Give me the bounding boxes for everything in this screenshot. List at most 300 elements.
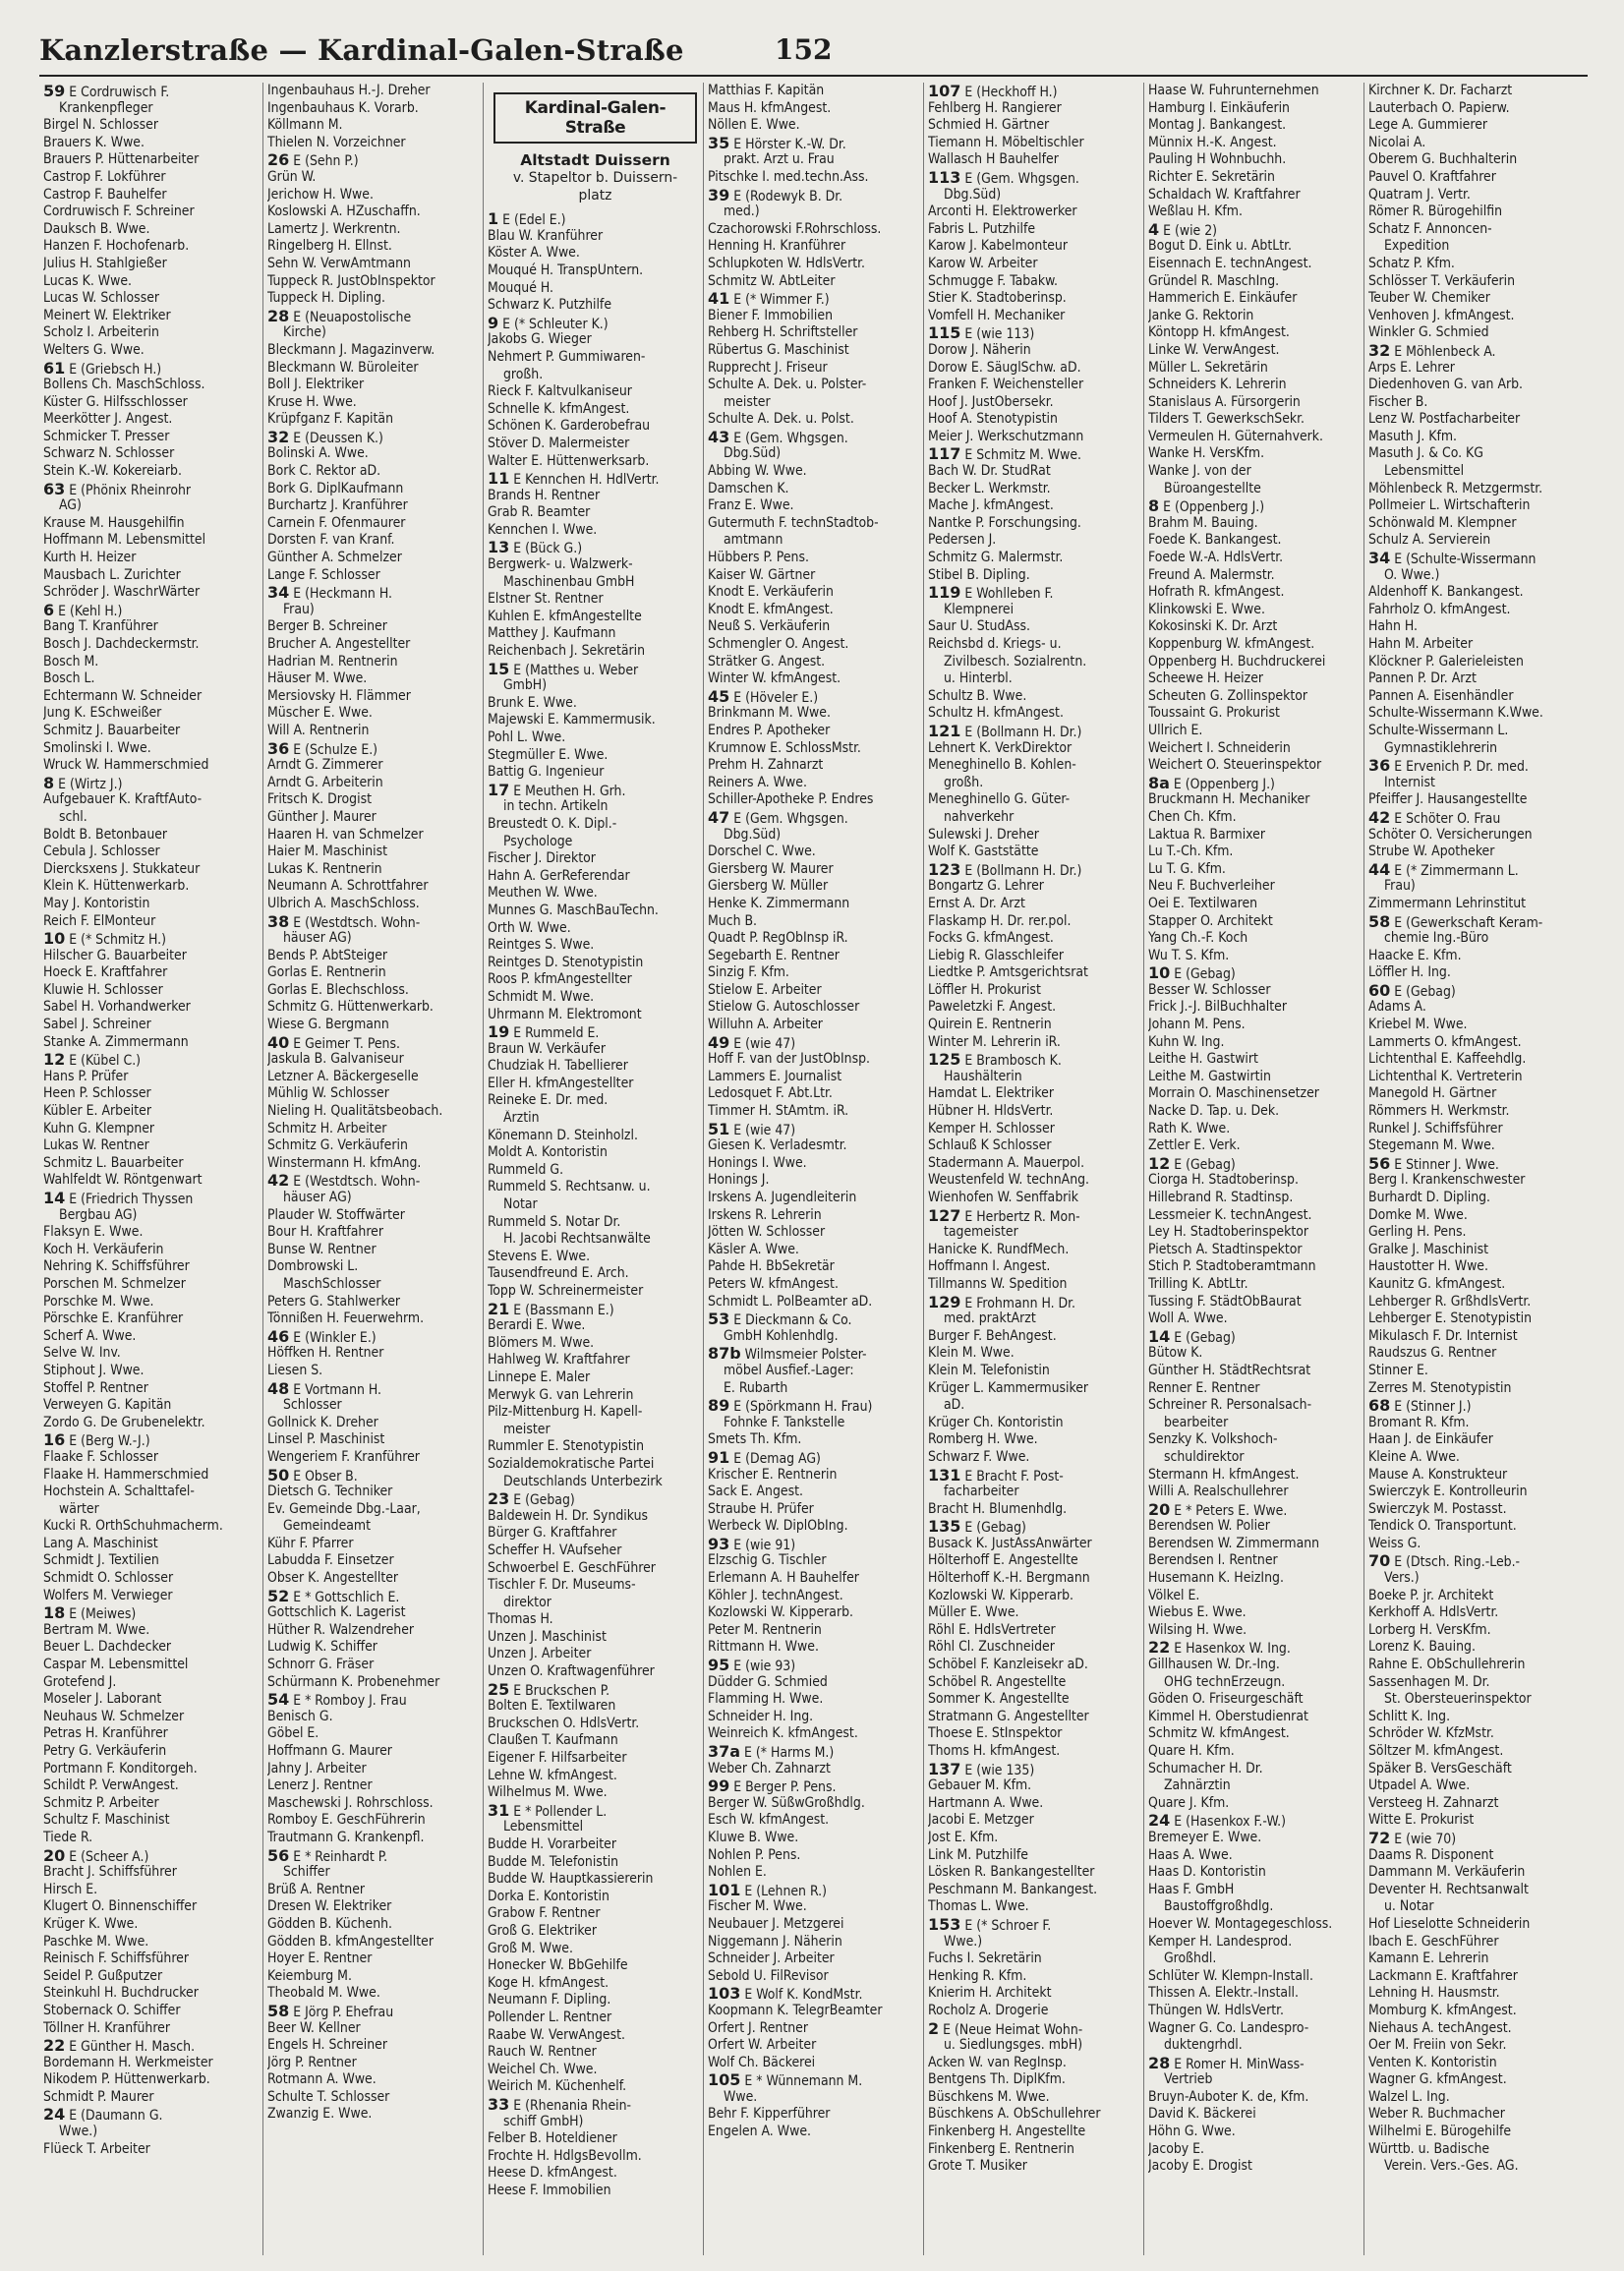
resident-entry	[267, 83, 483, 100]
entry-text: Boll J. Elektriker	[267, 377, 365, 393]
entry-text: Mausbach L. Zurichter	[43, 566, 181, 583]
house-number: 19	[488, 1023, 510, 1041]
entry-text: E Kennchen H. HdlVertr.	[509, 472, 660, 488]
entry-text: E (Bollmann H. Dr.)	[960, 724, 1082, 740]
resident-entry	[928, 844, 1143, 861]
entry-text: Thielen N. Vorzeichner	[267, 134, 406, 150]
entry-text: Bach W. Dr. StudRat	[928, 463, 1051, 480]
resident-entry	[708, 1328, 923, 1346]
resident-entry	[267, 1725, 483, 1743]
entry-text: Sebold U. FilRevisor	[708, 1967, 829, 1984]
entry-text: Wengeriem F. Kranführer	[267, 1448, 420, 1465]
entry-text: Unzen J. Maschinist	[488, 1628, 607, 1645]
entry-text: Jacoby E.	[1148, 2140, 1205, 2157]
resident-entry	[708, 1017, 923, 1034]
entry-text: Nohlen P. Pens.	[708, 1846, 801, 1863]
entry-text: Richter E. Sekretärin	[1148, 168, 1275, 185]
resident-entry	[928, 187, 1143, 204]
resident-entry	[928, 1882, 1143, 1899]
entry-text: Göden O. Friseurgeschäft	[1148, 1691, 1304, 1708]
resident-entry	[488, 1923, 703, 1941]
entry-text: Bends P. AbtSteiger	[267, 947, 388, 963]
entry-text: Schnorr G. Fräser	[267, 1657, 375, 1673]
entry-text: Kerkhoff A. HdlsVertr.	[1368, 1604, 1499, 1621]
entry-text: Frick J.-J. BilBuchhalter	[1148, 999, 1287, 1016]
entry-text: Brinkmann M. Wwe.	[708, 705, 831, 722]
entry-text: Straube H. Prüfer	[708, 1500, 814, 1517]
resident-entry	[488, 989, 703, 1007]
entry-text: Boldt B. Betonbauer	[43, 826, 168, 843]
entry-text: Lenerz J. Rentner	[267, 1777, 373, 1794]
entry-text: Höhn G. Wwe.	[1148, 2124, 1236, 2140]
resident-entry	[708, 1051, 923, 1069]
entry-text: E Vortmann H.	[289, 1381, 382, 1398]
entry-text: Günther A. Schmelzer	[267, 550, 402, 566]
entry-text: E (Berg W.-J.)	[65, 1433, 150, 1449]
entry-text: Vers.)	[1384, 1570, 1420, 1587]
resident-entry	[267, 2055, 483, 2072]
resident-entry	[43, 1552, 262, 1570]
resident-entry	[43, 1328, 262, 1346]
entry-text: Stein K.-W. Kokereiarb.	[43, 463, 182, 480]
resident-entry	[928, 1155, 1143, 1173]
resident-entry	[488, 1595, 703, 1612]
resident-entry	[1368, 827, 1585, 844]
entry-text: Dbg.Süd)	[724, 826, 782, 843]
resident-entry	[928, 1725, 1143, 1743]
resident-entry	[708, 481, 923, 498]
resident-entry	[1368, 463, 1585, 481]
resident-entry	[708, 1207, 923, 1225]
resident-entry	[708, 221, 923, 239]
entry-text: Tiede R.	[43, 1829, 93, 1845]
resident-entry	[43, 999, 262, 1017]
entry-text: Maus H. kfmAngest.	[708, 99, 832, 116]
entry-text: Lehnert K. VerkDirektor	[928, 739, 1073, 756]
resident-entry	[1368, 1934, 1585, 1951]
entry-text: Moseler J. Laborant	[43, 1691, 162, 1708]
house-number: 22	[43, 2037, 66, 2055]
resident-entry	[267, 1363, 483, 1380]
resident-entry	[708, 1709, 923, 1726]
house-number-entry	[1368, 550, 1585, 567]
entry-text: Aldenhoff K. Bankangest.	[1368, 584, 1524, 601]
resident-entry	[43, 791, 262, 809]
resident-entry	[43, 1951, 262, 1968]
entry-text: Walter E. Hüttenwerksarb.	[488, 452, 650, 469]
entry-text: E (Edel E.)	[498, 212, 566, 228]
entry-text: Dietsch G. Techniker	[267, 1484, 393, 1500]
entry-text: Ernst A. Dr. Arzt	[928, 895, 1025, 911]
resident-entry	[708, 1604, 923, 1622]
resident-entry	[1368, 1415, 1585, 1432]
entry-text: Bongartz G. Lehrer	[928, 878, 1044, 895]
entry-text: Bork G. DiplKaufmann	[267, 480, 404, 496]
entry-text: Schwarz F. Wwe.	[928, 1448, 1030, 1465]
resident-entry	[43, 861, 262, 879]
entry-text: Boeke P. jr. Architekt	[1368, 1587, 1494, 1603]
resident-entry	[488, 1110, 703, 1128]
house-number-entry	[708, 1310, 923, 1328]
resident-entry	[708, 515, 923, 533]
entry-text: Wagner G. Co. Landespro-	[1148, 2019, 1309, 2036]
entry-text: Foede W.-A. HdlsVertr.	[1148, 550, 1284, 566]
entry-text: in techn. Artikeln	[503, 798, 609, 815]
house-number: 16	[43, 1431, 66, 1449]
entry-text: Wu T. S. Kfm.	[1148, 947, 1230, 963]
entry-text: Weichert O. Steuerinspektor	[1148, 757, 1322, 774]
entry-text: Nohlen E.	[708, 1864, 767, 1881]
entry-text: E Romer H. MinWass-	[1170, 2056, 1305, 2072]
resident-entry	[1148, 1467, 1363, 1485]
entry-text: Tussing F. StädtObBaurat	[1148, 1293, 1302, 1310]
entry-text: Weber R. Buchmacher	[1368, 2106, 1505, 2123]
resident-entry	[928, 1328, 1143, 1346]
entry-text: Pitschke I. med.techn.Ass.	[708, 168, 869, 185]
resident-entry	[43, 256, 262, 273]
house-number-entry	[708, 1657, 923, 1674]
entry-text: Brahm M. Bauing.	[1148, 514, 1258, 531]
resident-entry	[488, 1957, 703, 1975]
entry-text: Venten K. Kontoristin	[1368, 2054, 1497, 2070]
resident-entry	[267, 1345, 483, 1363]
resident-entry	[928, 1380, 1143, 1398]
resident-entry	[1368, 1761, 1585, 1778]
entry-text: großh.	[503, 366, 544, 382]
entry-text: Masuth J. & Co. KG	[1368, 445, 1483, 462]
entry-text: E (* Schroer F.	[960, 1917, 1052, 1934]
entry-text: Orfert W. Arbeiter	[708, 2037, 817, 2054]
resident-entry	[488, 2027, 703, 2045]
entry-text: Stegmüller E. Wwe.	[488, 746, 609, 763]
entry-text: Meuthen W. Wwe.	[488, 885, 598, 902]
entry-text: E (Gebag)	[1170, 966, 1236, 982]
resident-entry	[928, 1743, 1143, 1761]
entry-text: Lessmeier K. technAngest.	[1148, 1206, 1312, 1223]
house-number: 14	[1148, 1327, 1171, 1346]
resident-entry	[43, 1691, 262, 1709]
house-number: 131	[928, 1466, 961, 1485]
entry-text: nahverkehr	[944, 808, 1015, 825]
entry-text: Castrop F. Bauhelfer	[43, 186, 167, 203]
resident-entry	[1148, 1415, 1363, 1432]
resident-entry	[488, 609, 703, 626]
entry-text: Schmitz G. Hüttenwerkarb.	[267, 999, 434, 1016]
resident-entry	[928, 1085, 1143, 1103]
resident-entry	[267, 1657, 483, 1674]
entry-text: Ciorga H. Stadtoberinsp.	[1148, 1172, 1299, 1189]
resident-entry	[708, 324, 923, 342]
entry-text: Johann M. Pens.	[1148, 1017, 1246, 1033]
resident-entry	[708, 497, 923, 515]
resident-entry	[928, 497, 1143, 515]
entry-text: Hofrath R. kfmAngest.	[1148, 584, 1285, 601]
resident-entry	[1148, 445, 1363, 463]
resident-entry	[928, 135, 1143, 152]
entry-text: Dbg.Süd)	[944, 186, 1002, 203]
resident-entry	[488, 1836, 703, 1854]
resident-entry	[708, 2055, 923, 2072]
house-number-entry	[1368, 1552, 1585, 1570]
house-number: 91	[708, 1448, 730, 1467]
resident-entry	[1368, 394, 1585, 412]
entry-text: Eisennach E. technAngest.	[1148, 255, 1312, 271]
resident-entry	[43, 1639, 262, 1657]
entry-text: Hilscher G. Bauarbeiter	[43, 947, 187, 963]
entry-text: Berg I. Krankenschwester	[1368, 1172, 1526, 1189]
entry-text: AG)	[59, 497, 82, 514]
house-number-entry	[488, 210, 703, 228]
entry-text: Paschke M. Wwe.	[43, 1933, 149, 1950]
resident-entry	[488, 747, 703, 765]
entry-text: Bergwerk- u. Walzwerk-	[488, 556, 633, 573]
entry-text: Baldewein H. Dr. Syndikus	[488, 1507, 649, 1524]
resident-entry	[488, 556, 703, 574]
resident-entry	[708, 1830, 923, 1847]
house-number-entry	[1368, 342, 1585, 360]
entry-text: Schmitz P. Arbeiter	[43, 1794, 159, 1811]
resident-entry	[1148, 1397, 1363, 1415]
resident-entry	[488, 1992, 703, 2009]
entry-text: Schwarz N. Schlosser	[43, 445, 175, 462]
entry-text: Lebensmittel	[1384, 463, 1465, 480]
entry-text: Renner E. Rentner	[1148, 1379, 1260, 1396]
entry-text: Caspar M. Lebensmittel	[43, 1657, 189, 1673]
resident-entry	[1368, 723, 1585, 740]
resident-entry	[928, 1034, 1143, 1052]
house-number-entry	[928, 83, 1143, 100]
resident-entry	[708, 1258, 923, 1276]
house-number-entry	[43, 83, 262, 100]
resident-entry	[1368, 2071, 1585, 2089]
resident-entry	[43, 151, 262, 169]
house-number-entry	[928, 723, 1143, 740]
resident-entry	[488, 834, 703, 851]
resident-entry	[488, 1508, 703, 1526]
entry-text: E (Gem. Whgsgen.	[729, 810, 848, 827]
entry-text: Stadermann A. Mauerpol.	[928, 1154, 1085, 1171]
entry-text: duktengrhdl.	[1164, 2037, 1243, 2054]
entry-text: Schöter O. Versicherungen	[1368, 826, 1533, 843]
resident-entry	[928, 896, 1143, 913]
entry-text: Tönnißen H. Feuerwehrm.	[267, 1310, 425, 1327]
resident-entry	[43, 377, 262, 394]
entry-text: prakt. Arzt u. Frau	[724, 151, 835, 168]
entry-text: Witte E. Prokurist	[1368, 1812, 1475, 1829]
resident-entry	[267, 342, 483, 360]
resident-entry	[1368, 1725, 1585, 1743]
resident-entry	[1368, 602, 1585, 619]
resident-entry	[1368, 1536, 1585, 1553]
resident-entry	[43, 290, 262, 308]
house-number-entry	[1368, 1830, 1585, 1847]
resident-entry	[267, 757, 483, 775]
resident-entry	[488, 1214, 703, 1232]
resident-entry	[1368, 1795, 1585, 1813]
entry-text: Brunk E. Wwe.	[488, 694, 577, 711]
entry-text: Schmitz G. Malermstr.	[928, 550, 1064, 566]
entry-text: Weiss G.	[1368, 1535, 1421, 1551]
resident-entry	[928, 290, 1143, 308]
entry-text: Acken W. van RegInsp.	[928, 2054, 1067, 2070]
entry-text: E (Bollmann H. Dr.)	[960, 862, 1082, 879]
entry-text: Winstermann H. kfmAng.	[267, 1154, 422, 1171]
house-number-entry	[267, 1034, 483, 1052]
entry-text: Much B.	[708, 912, 758, 929]
resident-entry	[1368, 1467, 1585, 1485]
house-number: 13	[488, 539, 510, 557]
entry-text: Saur U. StudAss.	[928, 618, 1030, 635]
entry-text: Willi A. Realschullehrer	[1148, 1484, 1289, 1500]
resident-entry	[488, 1387, 703, 1405]
resident-entry	[43, 2089, 262, 2107]
entry-text: Oei E. Textilwaren	[1148, 895, 1258, 911]
resident-entry	[488, 1231, 703, 1249]
resident-entry	[43, 463, 262, 481]
resident-entry	[708, 1588, 923, 1605]
entry-text: Vermeulen H. Güternahverk.	[1148, 428, 1323, 444]
resident-entry	[708, 1415, 923, 1432]
entry-text: David K. Bäckerei	[1148, 2106, 1256, 2123]
entry-text: Höffken H. Rentner	[267, 1345, 384, 1362]
resident-entry	[488, 488, 703, 505]
resident-entry	[708, 567, 923, 585]
entry-text: Sassenhagen M. Dr.	[1368, 1673, 1490, 1690]
entry-text: E Obser B.	[289, 1468, 358, 1485]
resident-entry	[488, 1317, 703, 1335]
house-number-entry	[1368, 982, 1585, 1000]
resident-entry	[267, 100, 483, 118]
resident-entry	[43, 1882, 262, 1899]
resident-entry	[43, 618, 262, 636]
resident-entry	[267, 809, 483, 827]
resident-entry	[43, 169, 262, 187]
entry-text: Montag J. Bankangest.	[1148, 117, 1287, 134]
house-number-entry	[1148, 964, 1363, 982]
entry-text: Battig G. Ingenieur	[488, 764, 605, 781]
entry-text: Rummeld S. Rechtsanw. u.	[488, 1179, 651, 1195]
entry-text: Pörschke E. Kranführer	[43, 1310, 184, 1327]
entry-text: Römer R. Bürogehilfin	[1368, 204, 1503, 220]
resident-entry	[488, 1871, 703, 1889]
entry-text: Pollender L. Rentner	[488, 2009, 612, 2025]
house-number: 52	[267, 1587, 290, 1605]
entry-text: Bang T. Kranführer	[43, 618, 158, 635]
entry-text: Wahlfeldt W. Röntgenwart	[43, 1172, 203, 1189]
house-number-entry	[1148, 1328, 1363, 1346]
entry-text: E. Rubarth	[724, 1379, 788, 1396]
resident-entry	[928, 740, 1143, 758]
entry-text: Schulte-Wissermann L.	[1368, 722, 1509, 738]
entry-text: E (Westdtsch. Wohn-	[289, 1174, 421, 1190]
resident-entry	[267, 1552, 483, 1570]
resident-entry	[1148, 2158, 1363, 2176]
resident-entry	[1368, 1276, 1585, 1294]
resident-entry	[1368, 618, 1585, 636]
resident-entry	[1368, 1604, 1585, 1622]
resident-entry	[708, 584, 923, 602]
resident-entry	[43, 394, 262, 412]
resident-entry	[928, 238, 1143, 256]
resident-entry	[1148, 1224, 1363, 1242]
entry-text: Kurth H. Heizer	[43, 550, 137, 566]
house-number-entry	[928, 1051, 1143, 1069]
resident-entry	[1368, 169, 1585, 187]
entry-text: Smets Th. Kfm.	[708, 1431, 802, 1448]
house-number-entry	[267, 1172, 483, 1190]
entry-text: Jötten W. Schlosser	[708, 1224, 826, 1241]
entry-text: Jung K. ESchweißer	[43, 705, 162, 722]
entry-text: Jost E. Kfm.	[928, 1829, 999, 1845]
entry-text: Zwanzig E. Wwe.	[267, 2106, 373, 2123]
entry-text: Bentgens Th. DiplKfm.	[928, 2071, 1066, 2088]
entry-text: Tuppeck H. Dipling.	[267, 290, 385, 307]
resident-entry	[1368, 670, 1585, 688]
resident-entry	[1368, 1345, 1585, 1363]
resident-entry	[1368, 964, 1585, 982]
resident-entry	[1148, 377, 1363, 394]
resident-entry	[928, 1777, 1143, 1795]
resident-entry	[708, 2020, 923, 2038]
entry-text: Kimmel H. Oberstudienrat	[1148, 1708, 1308, 1724]
resident-entry	[708, 1898, 923, 1916]
entry-text: St. Obersteuerinspektor	[1384, 1691, 1532, 1708]
entry-text: Sehn W. VerwAmtmann	[267, 255, 411, 271]
entry-text: Lu T.-Ch. Kfm.	[1148, 844, 1234, 860]
entry-text: Reintges D. Stenotypistin	[488, 954, 644, 970]
resident-entry	[708, 256, 923, 273]
resident-entry	[708, 618, 923, 636]
resident-entry	[267, 1570, 483, 1588]
resident-entry	[43, 1743, 262, 1761]
entry-text: Gollnick K. Dreher	[267, 1414, 378, 1430]
resident-entry	[928, 1898, 1143, 1916]
house-number-entry	[928, 1916, 1143, 1934]
entry-text: Schönen K. Garderobefrau	[488, 418, 651, 435]
entry-text: Brands H. Rentner	[488, 487, 601, 503]
entry-text: Bunse W. Rentner	[267, 1241, 377, 1257]
house-number: 37a	[708, 1743, 741, 1761]
entry-text: Smolinski I. Wwe.	[43, 739, 151, 756]
entry-text: Dombrowski L.	[267, 1258, 359, 1275]
resident-entry	[267, 360, 483, 378]
entry-text: Schöbel R. Angestellte	[928, 1673, 1067, 1690]
house-number-entry	[488, 315, 703, 332]
resident-entry	[267, 636, 483, 654]
house-number-entry	[708, 2071, 923, 2089]
resident-entry	[43, 429, 262, 446]
entry-text: Peters G. Stahlwerker	[267, 1293, 401, 1310]
resident-entry	[1148, 827, 1363, 844]
house-number: 58	[267, 2002, 290, 2020]
resident-entry	[1368, 151, 1585, 169]
resident-entry	[1148, 2071, 1363, 2089]
entry-text: Schlitt K. Ing.	[1368, 1708, 1451, 1724]
entry-text: tagemeister	[944, 1224, 1018, 1241]
resident-entry	[928, 394, 1143, 412]
entry-text: Schwarz K. Putzhilfe	[488, 297, 612, 314]
entry-text: E (wie 135)	[960, 1762, 1035, 1778]
entry-text: Bracht H. Blumenhdlg.	[928, 1500, 1068, 1517]
resident-entry	[267, 705, 483, 723]
entry-text: Hoof J. JustObersekr.	[928, 393, 1054, 410]
resident-entry	[708, 827, 923, 844]
resident-entry	[267, 221, 483, 239]
entry-text: wärter	[59, 1500, 99, 1517]
house-number: 1	[488, 210, 499, 228]
entry-text: Müscher E. Wwe.	[267, 705, 373, 722]
entry-text: Seidel P. Gußputzer	[43, 1967, 163, 1984]
